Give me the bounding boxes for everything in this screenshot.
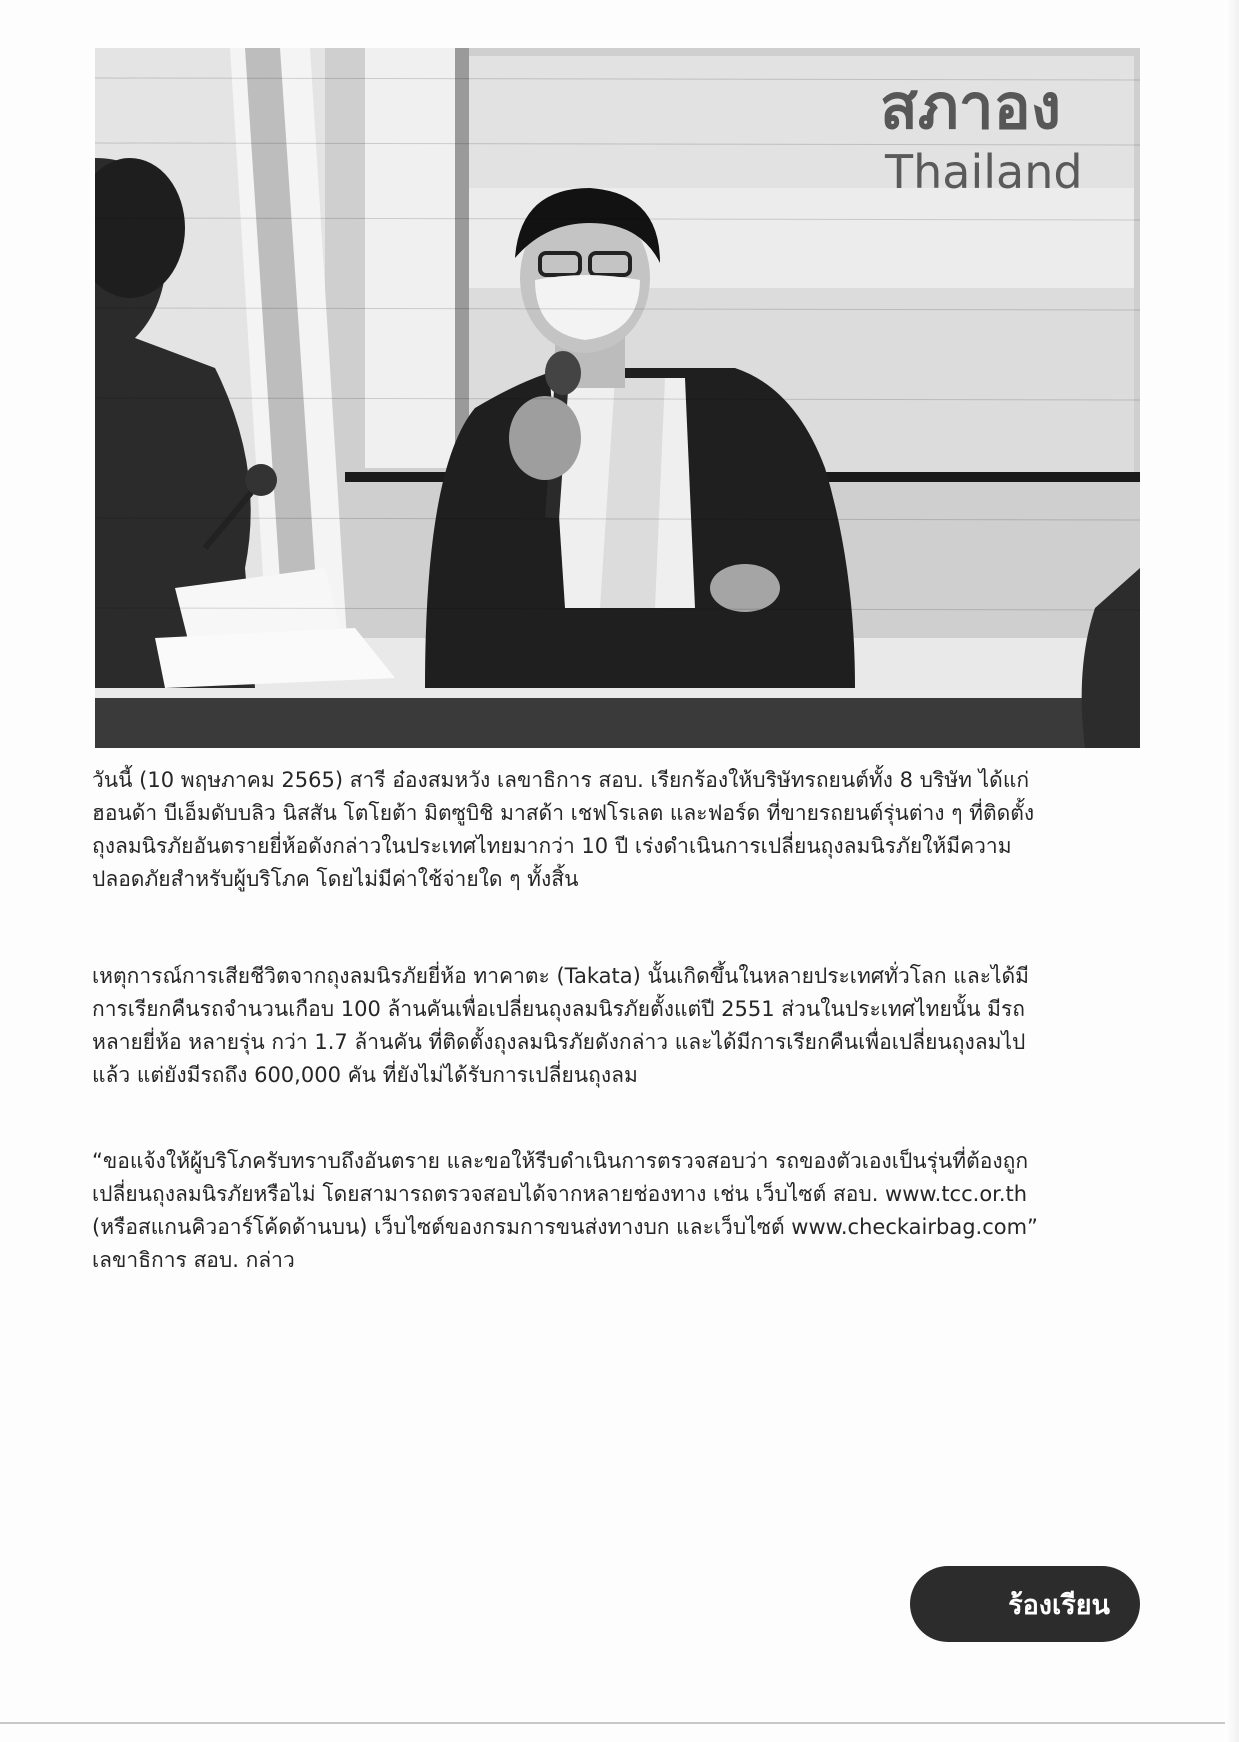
banner-english-text: Thailand (885, 145, 1083, 199)
article-paragraph-1: วันนี้ (10 พฤษภาคม 2565) สารี อ๋องสมหวัง เลขาธิการ สอบ. เรียกร้องให้บริษัทรถยนต์ทั้ง 8 บริษัท ได้แก่ ฮอนด้า บีเอ็มดับบลิว นิสสัน โตโยต้า มิตซูบิชิ มาสด้า เชฟโรเลต และฟอร์ด ที่ขายรถยนต์รุ่นต่าง ๆ ที่ติดตั้ง ถุงลมนิรภัยอันตรายยี่ห้อดังกล่าวในประเทศไทยมากว่า 10 ปี เร่งดำเนินการเปลี่ยนถุงลมนิรภัยให้มีความ ปลอดภัยสำหรับผู้บริโภค โดยไม่มีค่าใช้จ่ายใด ๆ ทั้งสิ้น (92, 768, 1035, 891)
banner-thai-text: สภาอง (880, 70, 1062, 143)
scan-edge-right (1225, 0, 1239, 1742)
article-paragraph-2: เหตุการณ์การเสียชีวิตจากถุงลมนิรภัยยี่ห้อ ทาคาตะ (Takata) นั้นเกิดขึ้นในหลายประเทศทั่วโลก และได้มี การเรียกคืนรถจำนวนเกือบ 100 ล้านคันเพื่อเปลี่ยนถุงลมนิรภัยตั้งแต่ปี 2551 ส่วนในประเทศไทยนั้น มีรถ หลายยี่ห้อ หลายรุ่น กว่า 1.7 ล้านคัน ที่ติดตั้งถุงลมนิรภัยดังกล่าว และได้มีการเรียกคืนเพื่อเปลี่ยนถุงลมไป แล้ว แต่ยังมีรถถึง 600,000 คัน ที่ยังไม่ได้รับการเปลี่ยนถุงลม (92, 964, 1030, 1087)
article-paragraph-3: “ขอแจ้งให้ผู้บริโภครับทราบถึงอันตราย และขอให้รีบดำเนินการตรวจสอบว่า รถของตัวเองเป็นรุ่นที่ต้องถูก เปลี่ยนถุงลมนิรภัยหรือไม่ โดยสามารถตรวจสอบได้จากหลายช่องทาง เช่น เว็บไซต์ สอบ. www.tcc.or.th (หรือสแกนคิวอาร์โค้ดด้านบน) เว็บไซต์ของกรมการขนส่งทางบก และเว็บไซต์ www.checkairbag.com” เลขาธิการ สอบ. กล่าว (92, 1149, 1038, 1272)
complaint-button[interactable]: ร้องเรียน (910, 1566, 1140, 1642)
page-bottom-rule (0, 1722, 1239, 1724)
press-conference-photo (95, 48, 1140, 748)
